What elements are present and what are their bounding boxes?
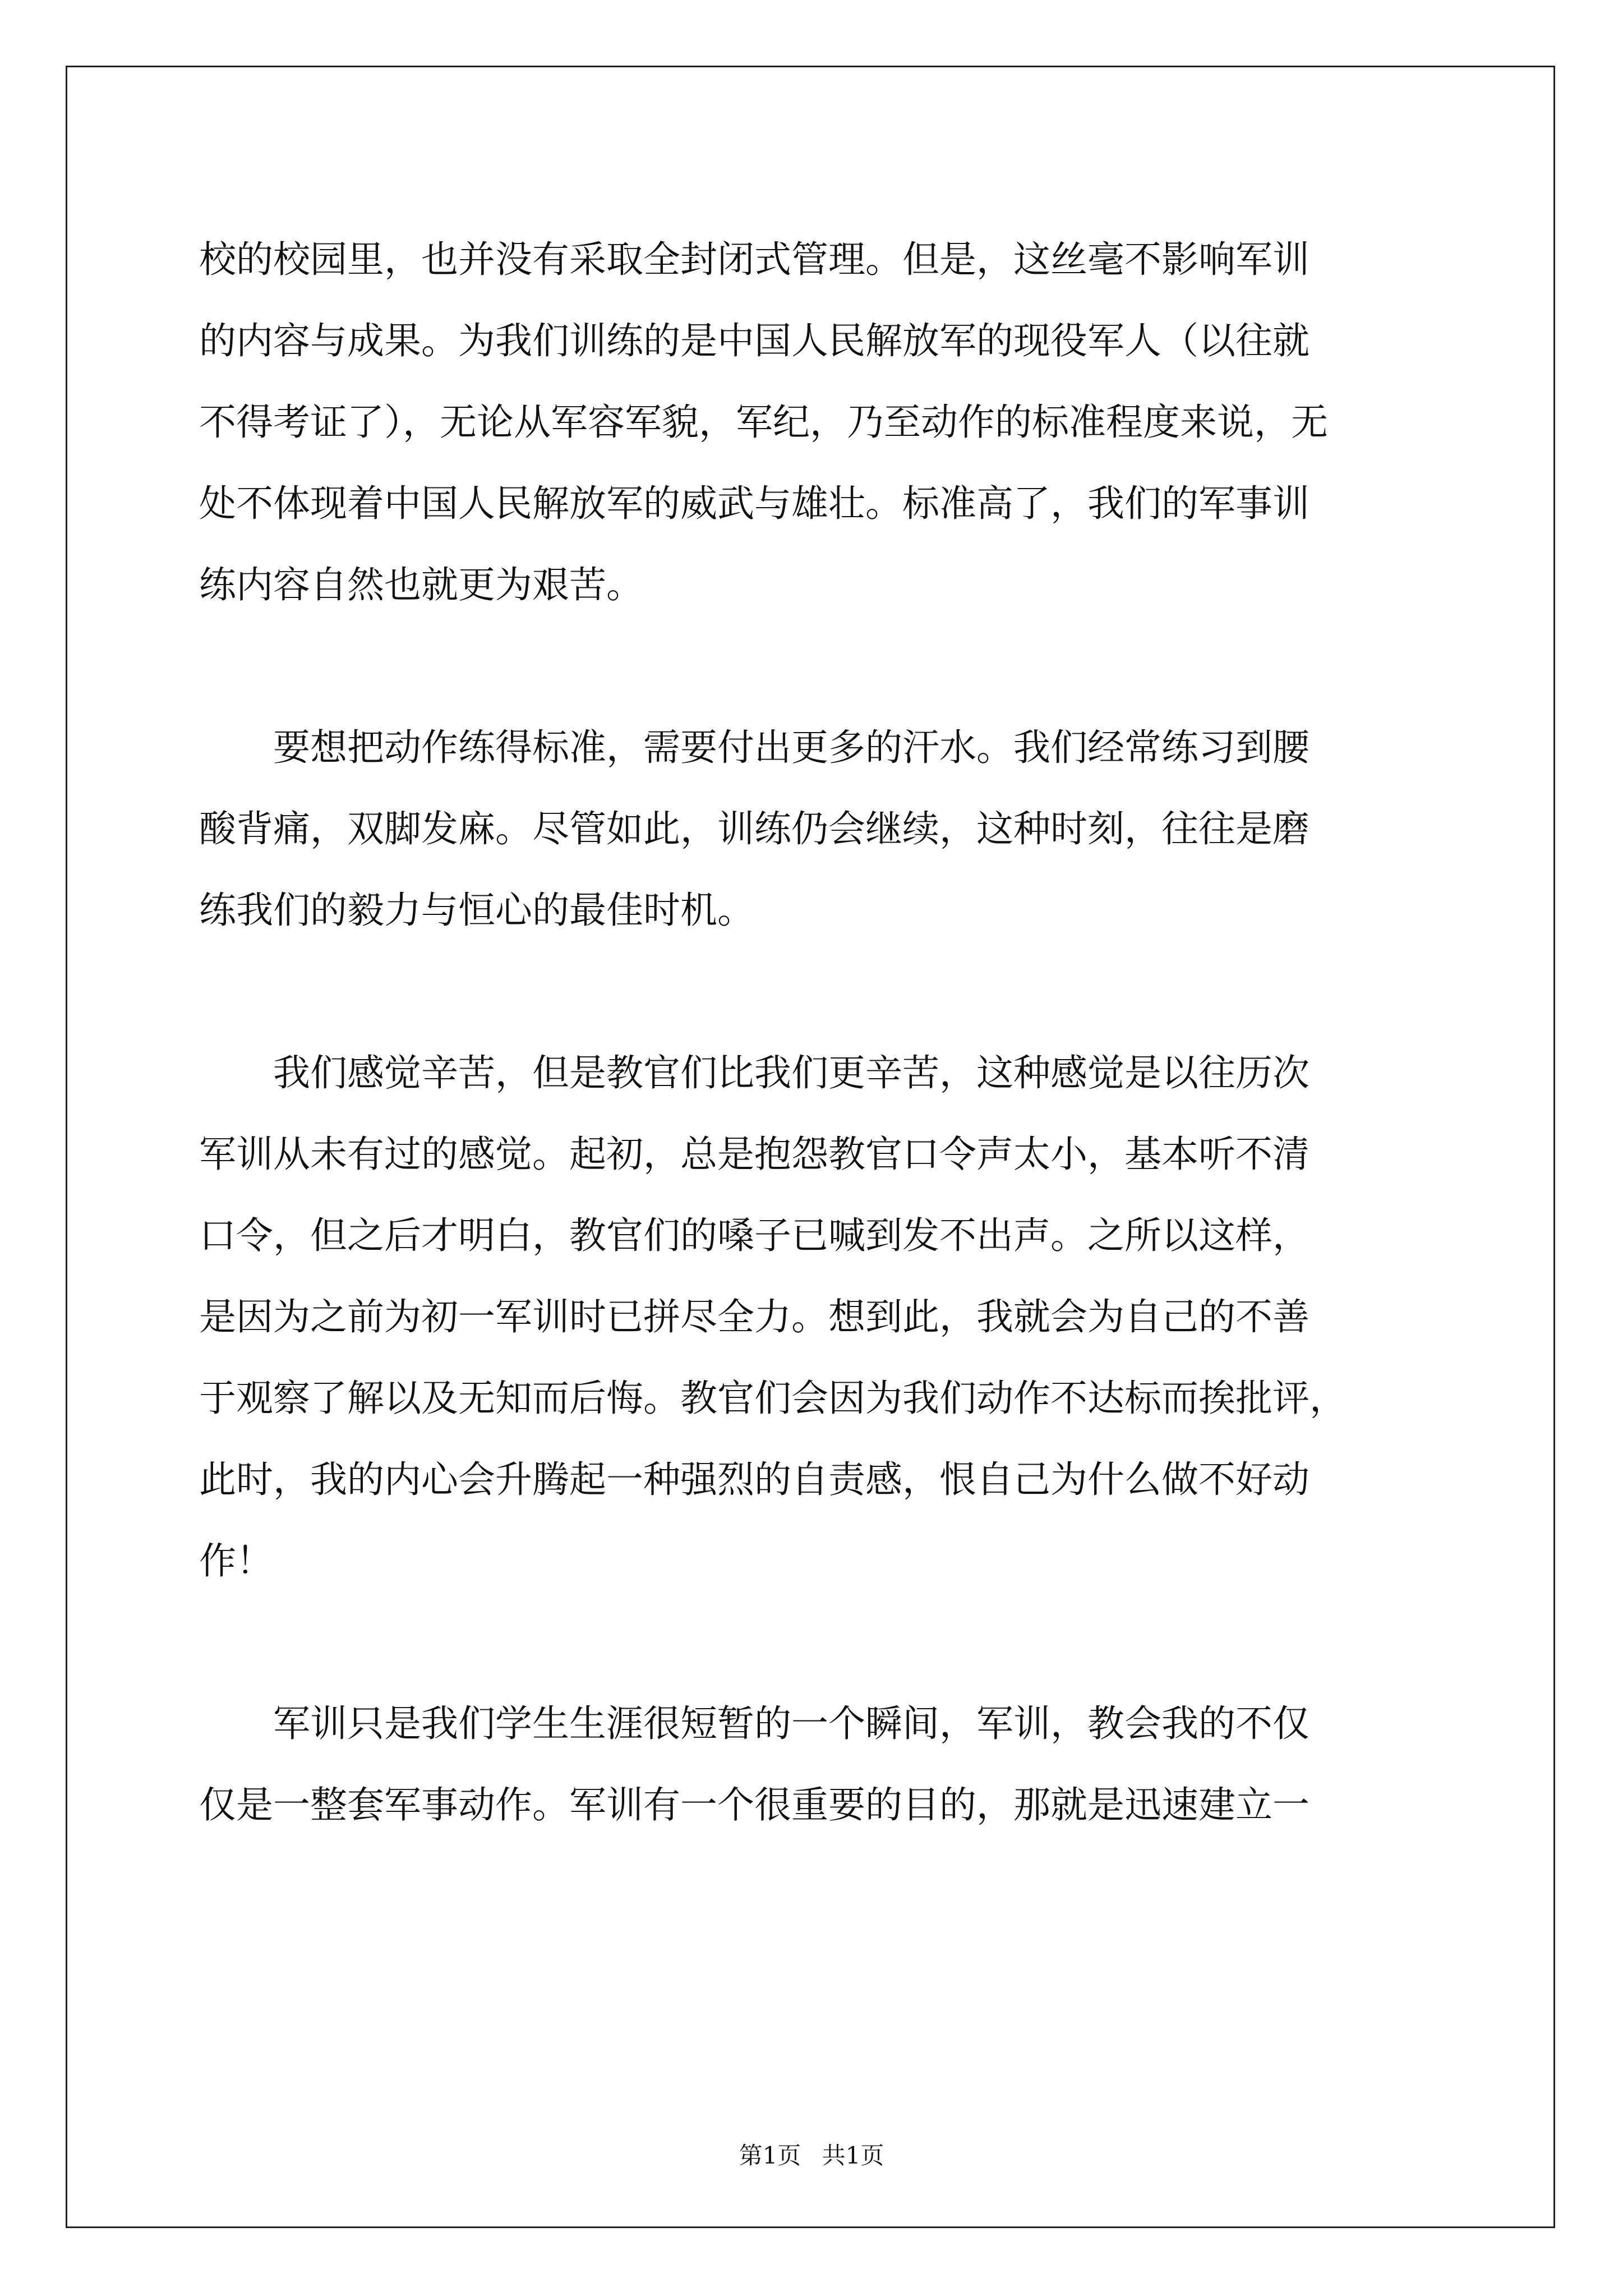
text-line: 军训从未有过的感觉。起初，总是抱怨教官口令声太小，基本听不清 <box>199 1133 1310 1176</box>
text-line: 作！ <box>199 1539 273 1582</box>
text-line: 仅是一整套军事动作。军训有一个很重要的目的，那就是迅速建立一 <box>199 1783 1310 1826</box>
text-line: 练我们的毅力与恒心的最佳时机。 <box>199 889 754 932</box>
text-line: 于观察了解以及无知而后悔。教官们会因为我们动作不达标而挨批评， <box>199 1377 1347 1420</box>
text-line: 要想把动作练得标准，需要付出更多的汗水。我们经常练习到腰 <box>199 726 1310 769</box>
paragraph-gap <box>199 951 1478 1032</box>
text-line: 军训只是我们学生生涯很短暂的一个瞬间，军训，教会我的不仅 <box>199 1702 1310 1745</box>
document-body <box>199 219 1478 1846</box>
text-line: 校的校园里，也并没有采取全封闭式管理。但是，这丝毫不影响军训 <box>199 238 1310 281</box>
text-line: 此时，我的内心会升腾起一种强烈的自责感，恨自己为什么做不好动 <box>199 1458 1310 1501</box>
page-total: 共1页 <box>822 2142 884 2169</box>
text-line: 不得考证了），无论从军容军貌，军纪，乃至动作的标准程度来说，无 <box>199 401 1328 444</box>
paragraph-gap <box>199 625 1478 707</box>
text-line: 酸背痛，双脚发麻。尽管如此，训练仍会继续，这种时刻，往往是磨 <box>199 807 1310 850</box>
page-number: 第1页 <box>739 2142 801 2169</box>
paragraph-gap <box>199 1602 1478 1683</box>
text-line: 的内容与成果。为我们训练的是中国人民解放军的现役军人（以往就 <box>199 319 1310 362</box>
text-line: 处不体现着中国人民解放军的威武与雄壮。标准高了，我们的军事训 <box>199 482 1310 525</box>
text-line: 口令，但之后才明白，教官们的嗓子已喊到发不出声。之所以这样， <box>199 1214 1310 1257</box>
text-line: 我们感觉辛苦，但是教官们比我们更辛苦，这种感觉是以往历次 <box>199 1051 1310 1094</box>
page-footer <box>0 2137 1623 2171</box>
text-line: 练内容自然也就更为艰苦。 <box>199 563 643 606</box>
text-line: 是因为之前为初一军训时已拼尽全力。想到此，我就会为自己的不善 <box>199 1295 1310 1338</box>
